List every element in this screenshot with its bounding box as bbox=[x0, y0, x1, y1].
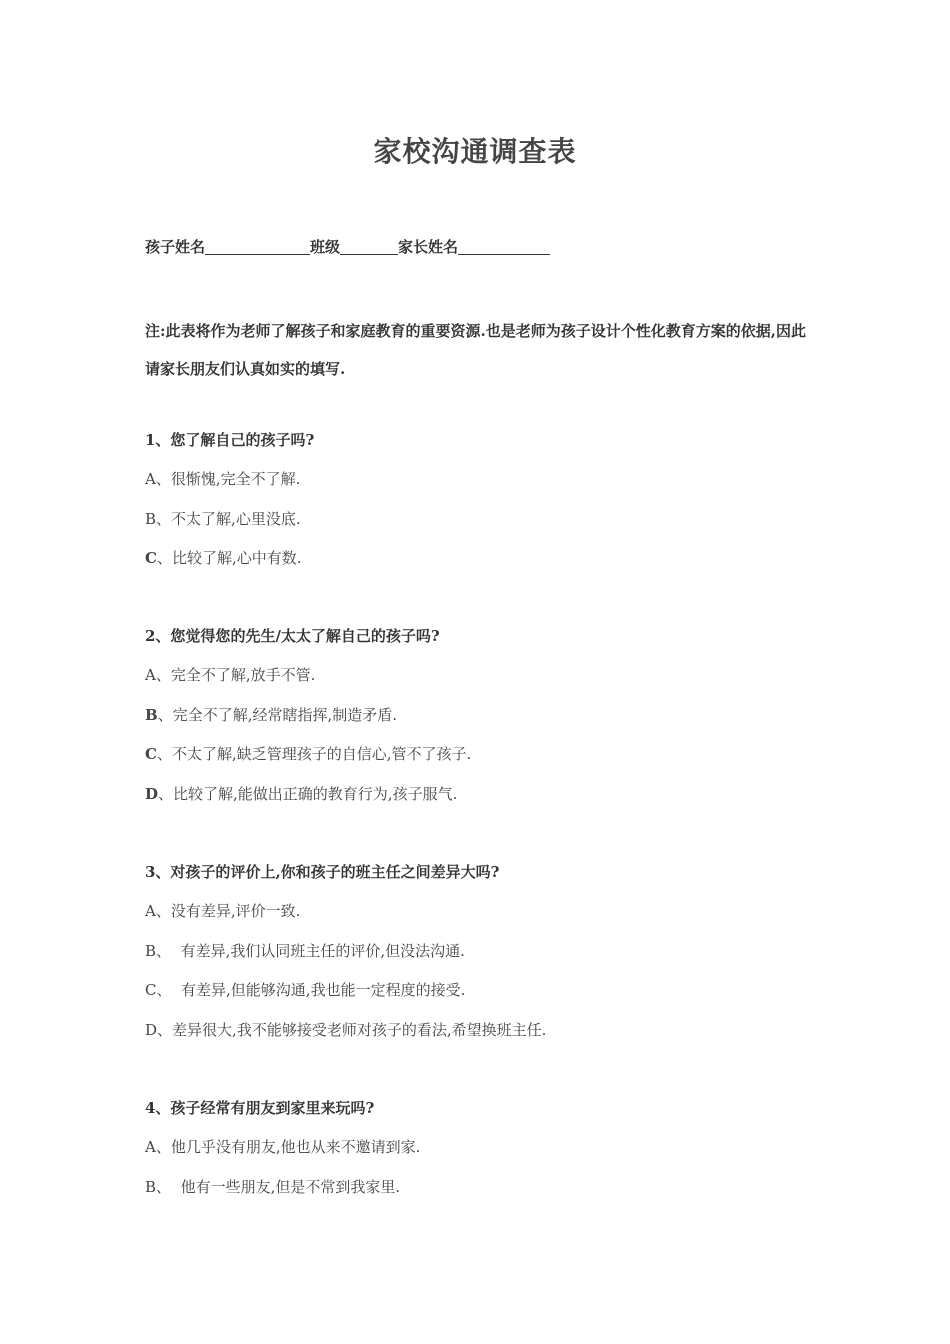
note-text: 注:此表将作为老师了解孩子和家庭教育的重要资源.也是老师为孩子设计个性化教育方案的依据,因此请家长朋友们认真如实的填写. bbox=[145, 322, 806, 378]
child-name-label: 孩子姓名 bbox=[145, 238, 206, 256]
class-blank[interactable] bbox=[340, 240, 398, 255]
option-b[interactable]: B、完全不了解,经常瞎指挥,制造矛盾. bbox=[145, 705, 398, 724]
class-label: 班级 bbox=[310, 238, 341, 256]
option-b[interactable]: B、不太了解,心里没底. bbox=[145, 509, 301, 528]
option-b[interactable]: B、 有差异,我们认同班主任的评价,但没法沟通. bbox=[145, 941, 465, 960]
question-text: 4、孩子经常有朋友到家里来玩吗? bbox=[145, 1099, 375, 1117]
option-a[interactable]: A、完全不了解,放手不管. bbox=[145, 666, 316, 684]
option-c[interactable]: C、 有差异,但能够沟通,我也能一定程度的接受. bbox=[145, 981, 466, 999]
question-3 bbox=[145, 862, 825, 1059]
child-name-blank[interactable] bbox=[205, 240, 310, 255]
info-line bbox=[145, 236, 550, 257]
question-text: 2、您觉得您的先生/太太了解自己的孩子吗? bbox=[145, 627, 440, 645]
parent-name-blank[interactable] bbox=[458, 240, 550, 255]
question-text: 1、您了解自己的孩子吗? bbox=[145, 431, 315, 449]
question-1 bbox=[145, 430, 825, 588]
option-b[interactable]: B、 他有一些朋友,但是不常到我家里. bbox=[145, 1177, 401, 1196]
option-a[interactable]: A、他几乎没有朋友,他也从来不邀请到家. bbox=[145, 1138, 421, 1156]
option-c[interactable]: C、不太了解,缺乏管理孩子的自信心,管不了孩子. bbox=[145, 745, 472, 763]
question-text: 3、对孩子的评价上,你和孩子的班主任之间差异大吗? bbox=[145, 863, 500, 881]
option-a[interactable]: A、没有差异,评价一致. bbox=[145, 902, 301, 920]
option-d[interactable]: D、差异很大,我不能够接受老师对孩子的看法,希望换班主任. bbox=[145, 1020, 547, 1039]
question-4 bbox=[145, 1098, 825, 1216]
option-c[interactable]: C、比较了解,心中有数. bbox=[145, 549, 302, 567]
option-d[interactable]: D、比较了解,能做出正确的教育行为,孩子服气. bbox=[145, 784, 458, 803]
document-title: 家校沟通调查表 bbox=[373, 135, 577, 168]
option-a[interactable]: A、很惭愧,完全不了解. bbox=[145, 470, 301, 488]
question-2 bbox=[145, 626, 825, 823]
parent-name-label: 家长姓名 bbox=[398, 238, 459, 256]
